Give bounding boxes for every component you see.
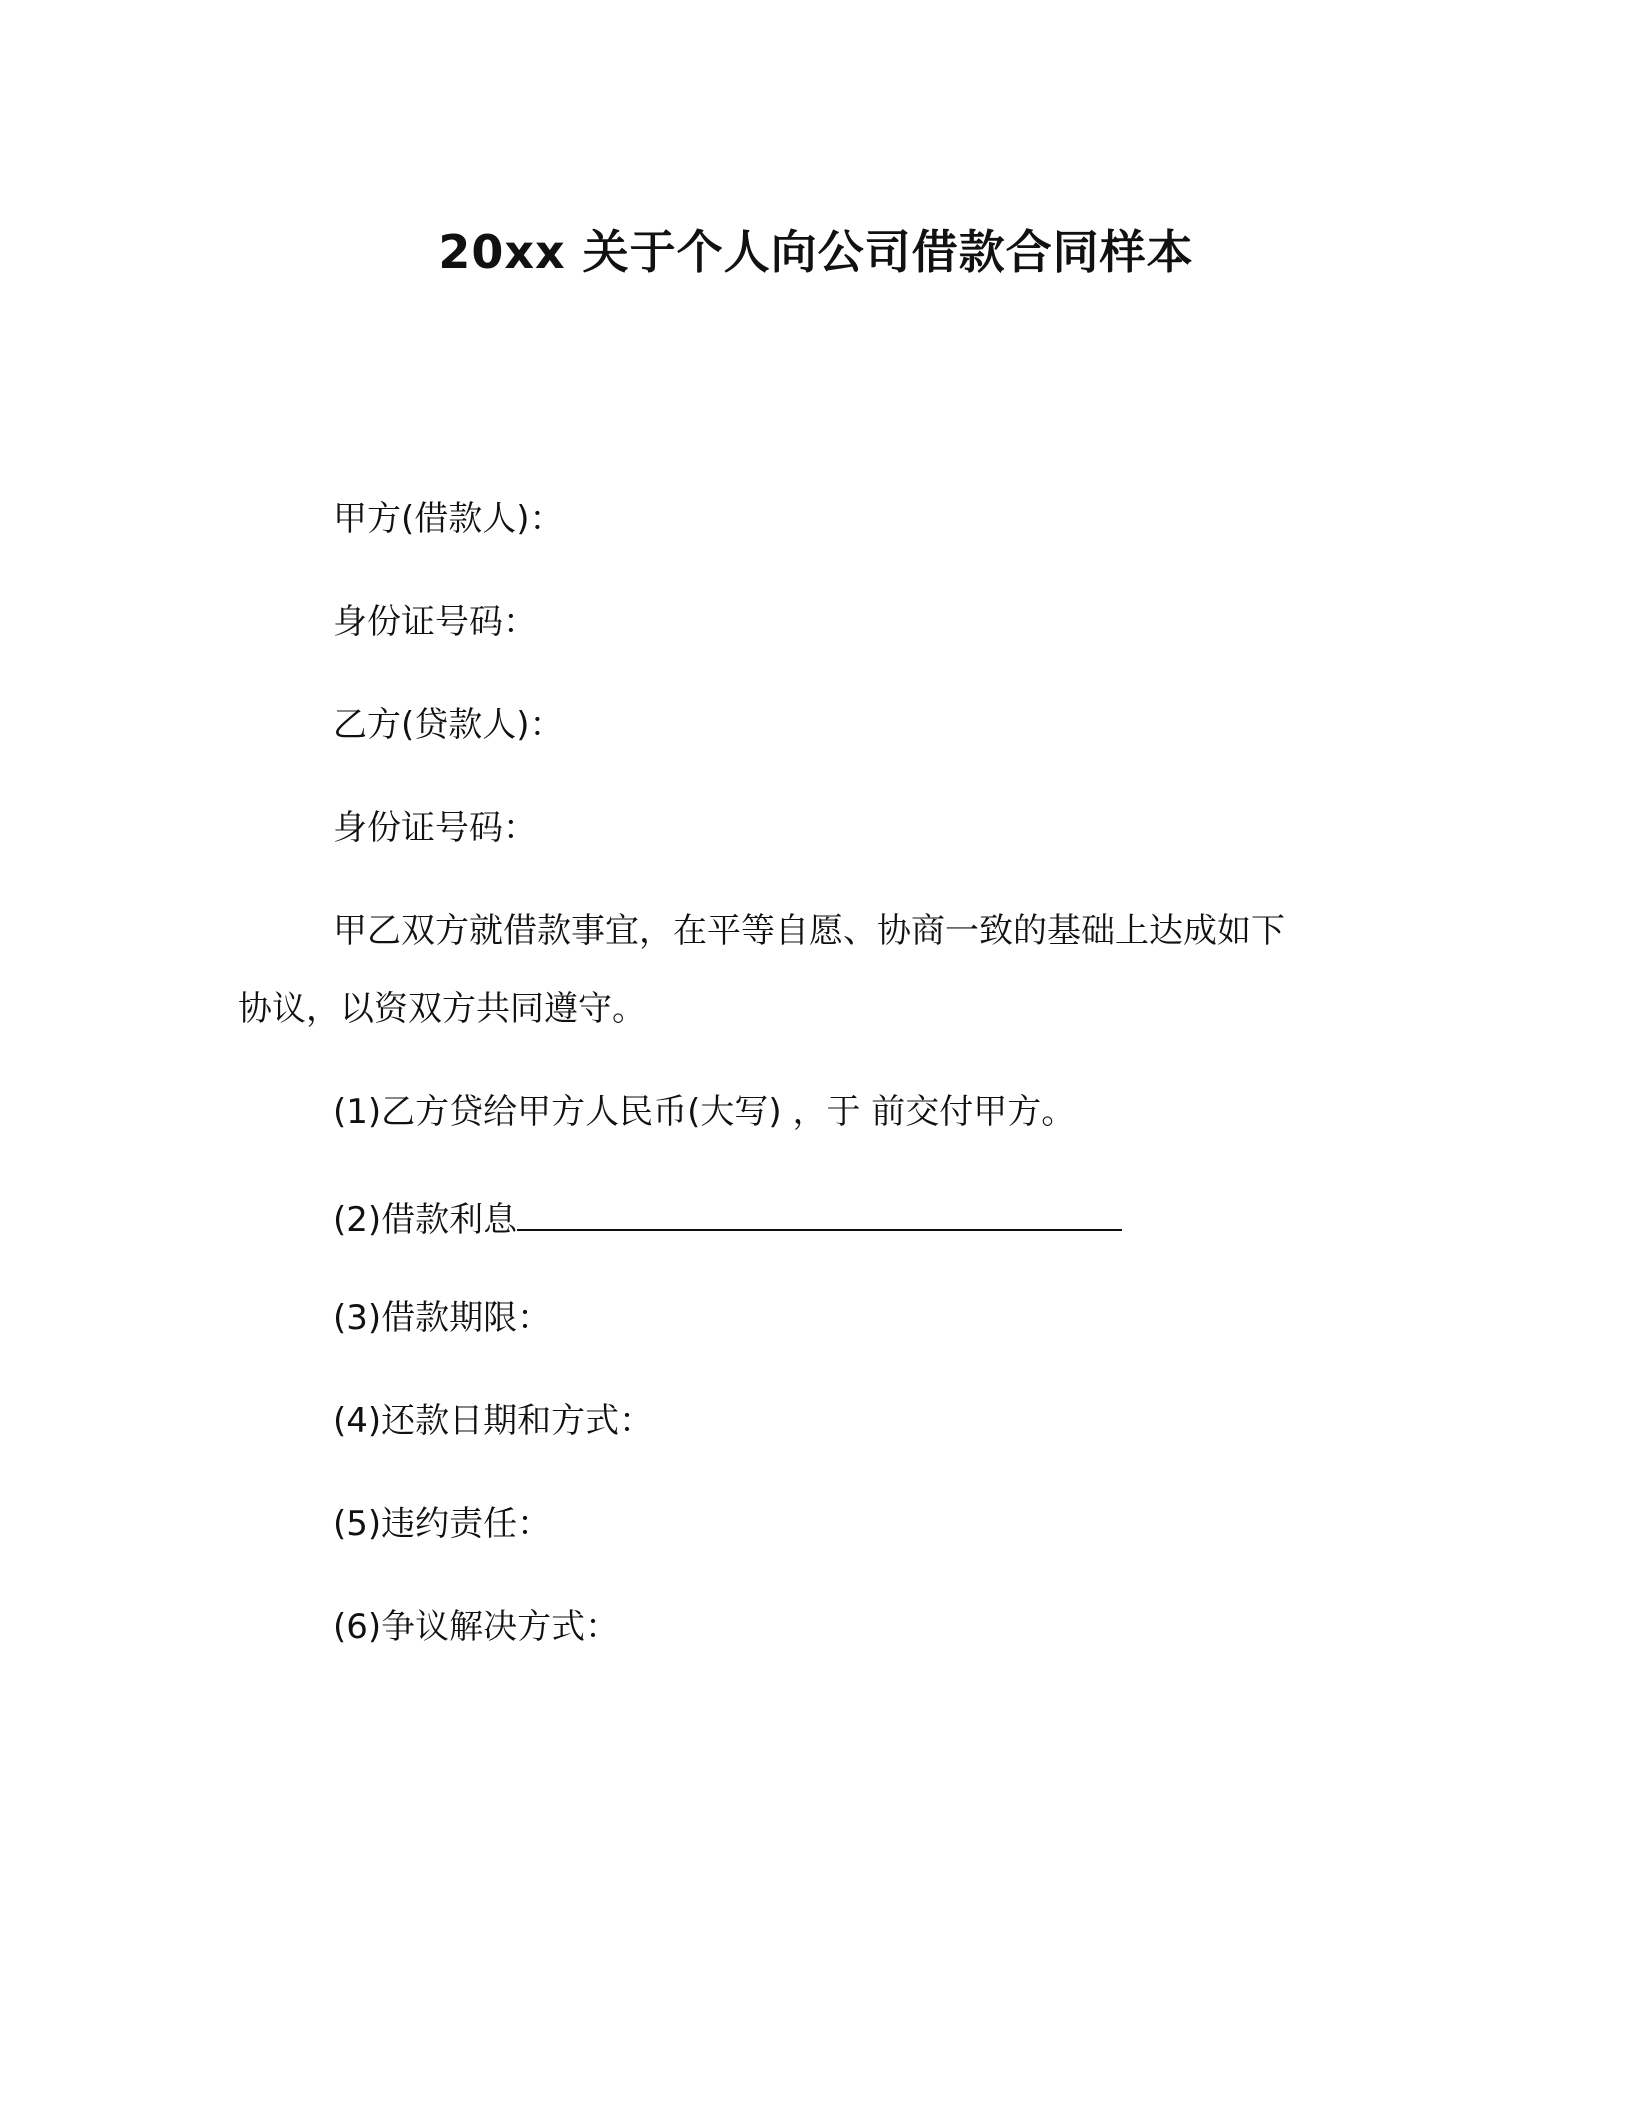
party-b-label: 乙方(贷款人)：	[333, 705, 564, 745]
clause-4: (4)还款日期和方式：	[333, 1401, 654, 1441]
party-b-id-label: 身份证号码：	[333, 808, 537, 848]
clause-2-blank-line	[517, 1193, 1122, 1231]
clause-6: (6)争议解决方式：	[333, 1607, 620, 1647]
party-a-id-label: 身份证号码：	[333, 602, 537, 642]
preamble-line-2: 协议，以资双方共同遵守。	[238, 989, 646, 1029]
document-title: 20xx 关于个人向公司借款合同样本	[438, 225, 1194, 279]
party-a-label: 甲方(借款人)：	[333, 499, 564, 539]
clause-2	[333, 1193, 1122, 1242]
preamble-line-1: 甲乙双方就借款事宜，在平等自愿、协商一致的基础上达成如下	[333, 911, 1285, 951]
clause-5: (5)违约责任：	[333, 1504, 552, 1544]
clause-3: (3)借款期限：	[333, 1298, 552, 1338]
clause-2-label: (2)借款利息	[333, 1200, 518, 1240]
clause-1: (1)乙方贷给甲方人民币(大写) ，于 前交付甲方。	[333, 1092, 1076, 1132]
